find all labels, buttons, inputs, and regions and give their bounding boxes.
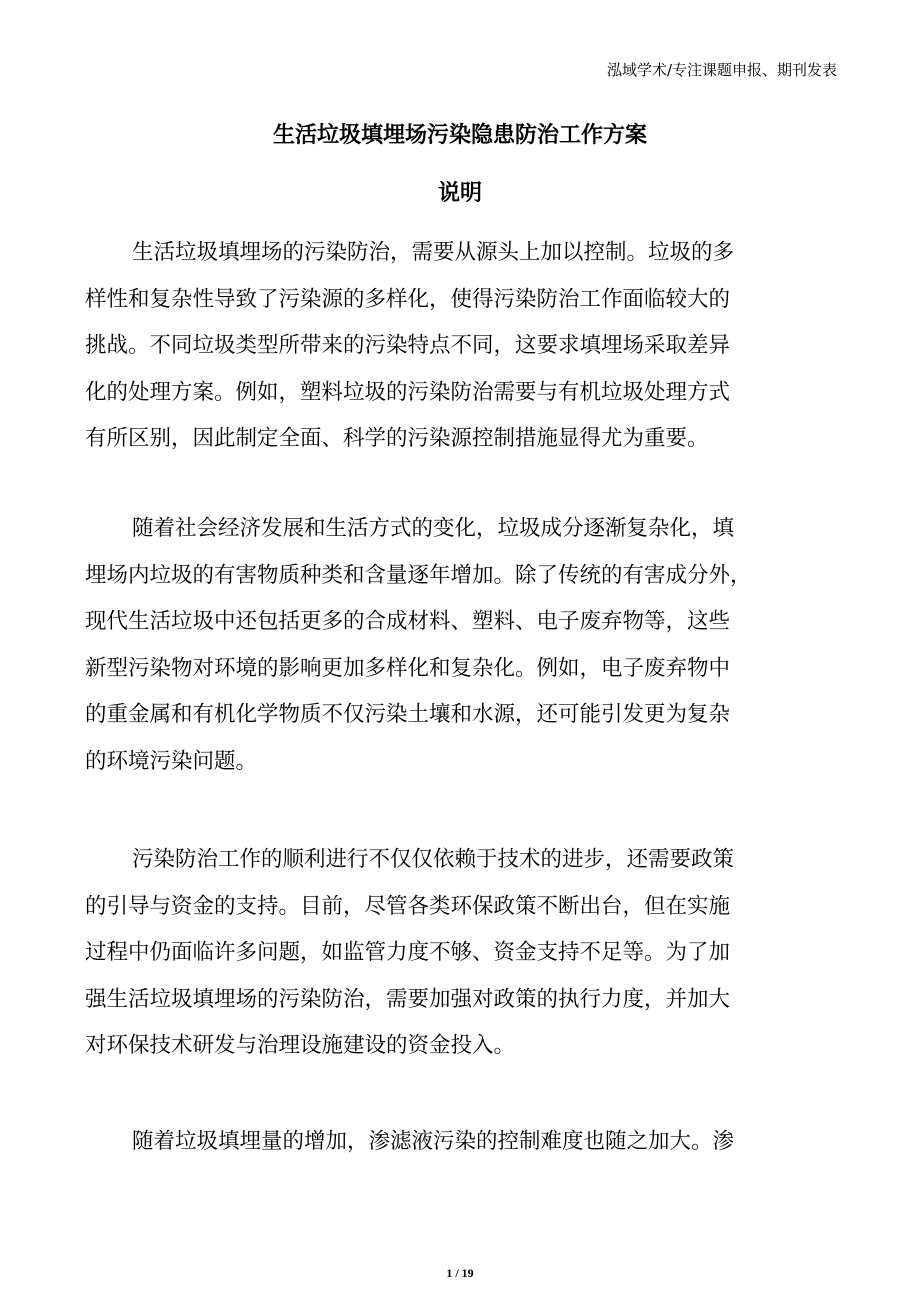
paragraph-1 — [85, 230, 845, 463]
document-title: 生活垃圾填埋场污染隐患防治工作方案 — [272, 123, 647, 148]
paragraph-line: 化的处理方案。例如，塑料垃圾的污染防治需要与有机垃圾处理方式 — [85, 379, 731, 405]
paragraph-line: 污染防治工作的顺利进行不仅仅依赖于技术的进步，还需要政策 — [132, 847, 735, 872]
paragraph-line: 过程中仍面临许多问题，如监管力度不够、资金支持不足等。为了加 — [85, 940, 731, 966]
section-title: 说明 — [437, 181, 482, 206]
paragraph-line: 随着垃圾填埋量的增加，渗滤液污染的控制难度也随之加大。渗 — [132, 1129, 735, 1154]
paragraph-line: 现代生活垃圾中还包括更多的合成材料、塑料、电子废弃物等，这些 — [85, 609, 731, 635]
paragraph-line: 新型污染物对环境的影响更加多样化和复杂化。例如，电子废弃物中 — [85, 655, 731, 681]
paragraph-3 — [85, 837, 845, 1070]
paragraph-line: 的引导与资金的支持。目前，尽管各类环保政策不断出台，但在实施 — [85, 893, 731, 919]
paragraph-line: 随着社会经济发展和生活方式的变化，垃圾成分逐渐复杂化，填 — [132, 516, 735, 541]
paragraph-line: 的重金属和有机化学物质不仅污染土壤和水源，还可能引发更为复杂 — [85, 702, 731, 728]
paragraph-line: 生活垃圾填埋场的污染防治，需要从源头上加以控制。垃圾的多 — [132, 240, 735, 265]
paragraph-4 — [85, 1119, 845, 1166]
paragraph-line: 挑战。不同垃圾类型所带来的污染特点不同，这要求填埋场采取差异 — [85, 333, 731, 359]
paragraph-line: 埋场内垃圾的有害物质种类和含量逐年增加。除了传统的有害成分外， — [85, 562, 752, 588]
paragraph-2 — [85, 506, 845, 786]
paragraph-line: 有所区别，因此制定全面、科学的污染源控制措施显得尤为重要。 — [85, 426, 709, 452]
header-note: 泓域学术/专注课题申报、期刊发表 — [606, 61, 837, 79]
paragraph-line: 强生活垃圾填埋场的污染防治，需要加强对政策的执行力度，并加大 — [85, 986, 731, 1012]
page-number: 1 / 19 — [446, 1266, 474, 1280]
paragraph-line: 对环保技术研发与治理设施建设的资金投入。 — [85, 1033, 516, 1059]
paragraph-line: 的环境污染问题。 — [85, 748, 258, 774]
paragraph-line: 样性和复杂性导致了污染源的多样化，使得污染防治工作面临较大的 — [85, 286, 731, 312]
